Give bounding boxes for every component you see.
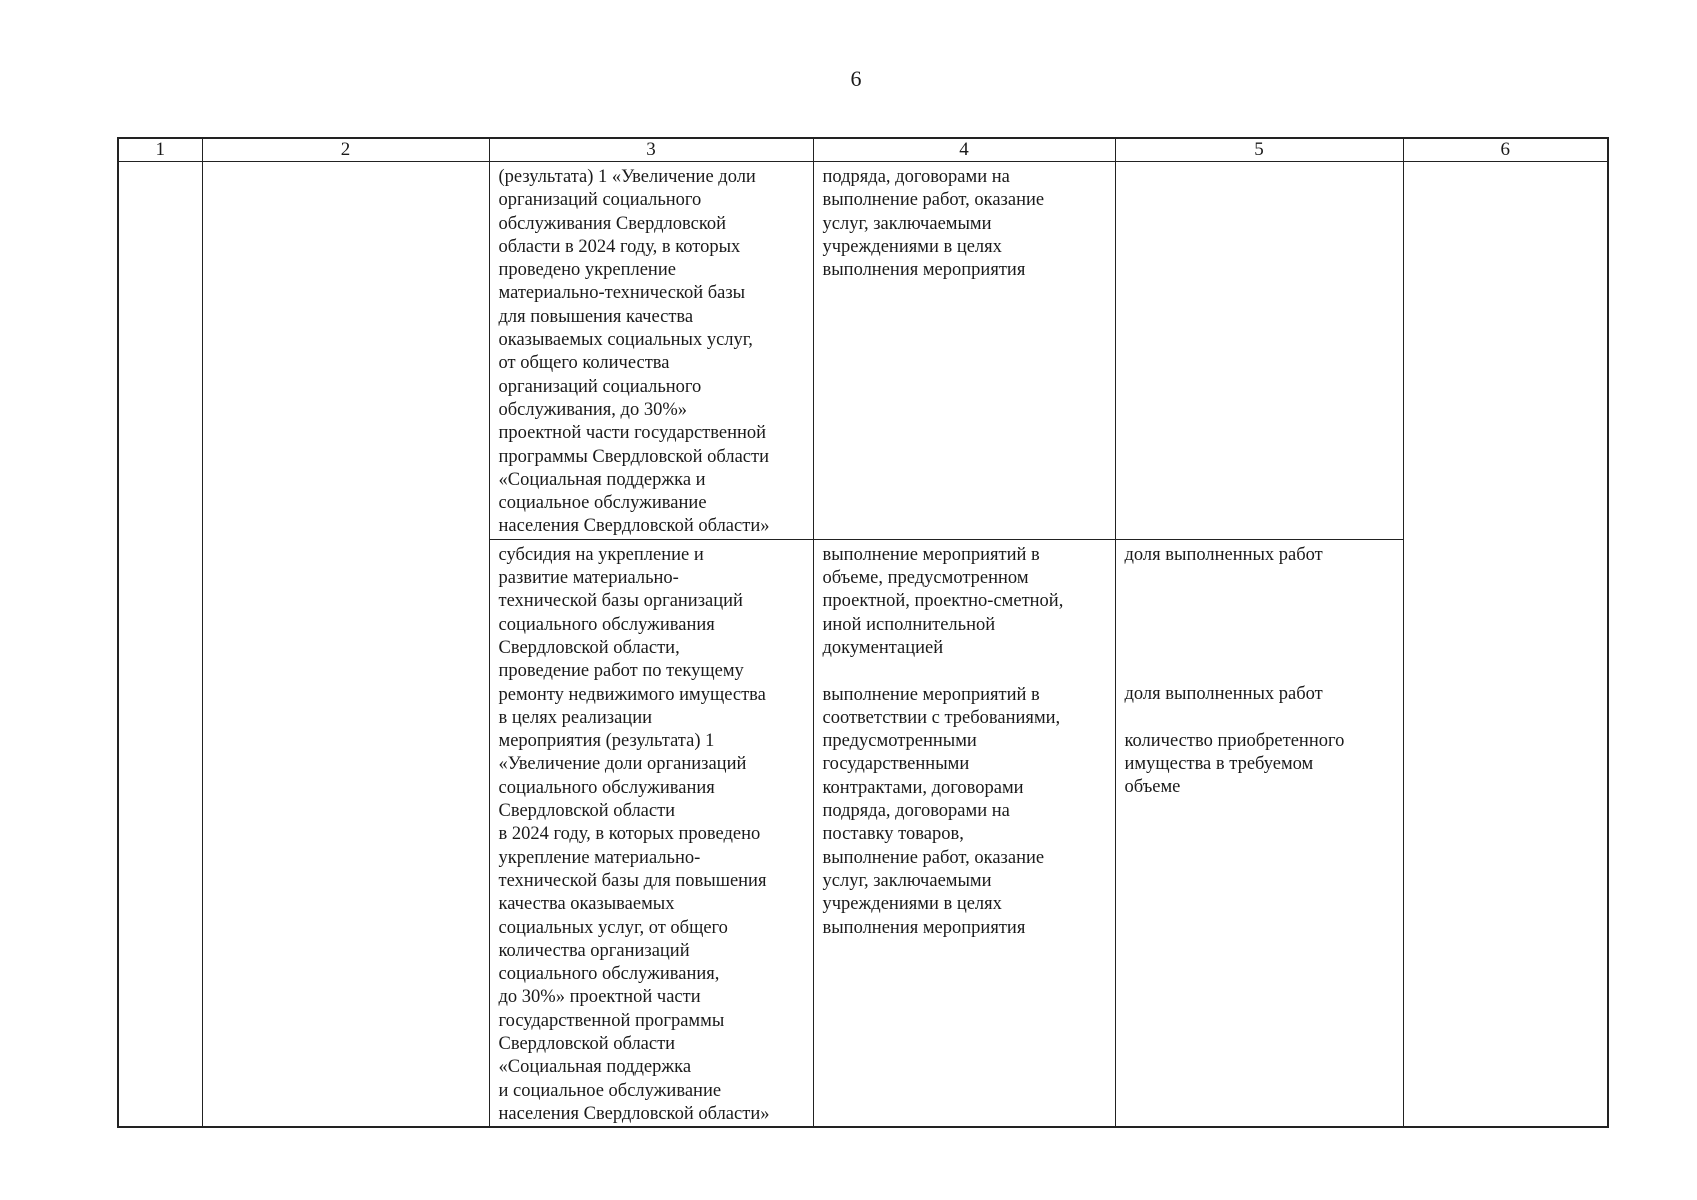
indicators-table [117,137,1609,1128]
cell-col6 [1403,162,1608,1128]
row2-col4-text-a: выполнение мероприятий в объеме, предусмотренном проектной, проектно-сметной, иной исполнительной документацией [822,544,1064,658]
cell-row2-col4 [813,539,1115,1127]
page-number: 6 [850,66,862,91]
row2-col4-text-b: выполнение мероприятий в соответствии с требованиями, предусмотренными государственными контрактами, договорами подряда, договорами на поставку товаров, выполнение работ, оказание услуг, заключаемыми учреждениями в целях выполнения мероприятия [822,684,1061,938]
row1-col3-text: (результата) 1 «Увеличение доли организаций социального обслуживания Свердловской области в 2024 году, в которых проведено укрепление материально-технической базы для повышения качества оказываемых социальных услуг, от общего количества организаций социального обслуживания, до 30%» проектной части государственной программы Свердловской области «Социальная поддержка и социальное обслуживание населения Свердловской области» [498,167,770,537]
row2-col3-text: субсидия на укрепление и развитие материально- технической базы организаций социального обслуживания Свердловской области, проведение работ по текущему ремонту недвижимого имущества в целях реализации мероприятия (результата) 1 «Увеличение доли организаций социального обслуживания Свердловской области в 2024 году, в которых проведено укрепление материально- технической базы для повышения качества оказываемых социальных услуг, от общего количества организаций социального обслуживания, до 30%» проектной части государственной программы Свердловской области «Социальная поддержка и социальное обслуживание населения Свердловской области» [498,544,770,1124]
cell-row1-col5 [1115,162,1403,540]
column-header-1: 1 [118,138,202,162]
row2-col5-text-b: доля выполненных работ [1124,684,1323,705]
column-header-4: 4 [813,138,1115,162]
row1-col4-text: подряда, договорами на выполнение работ, оказание услуг, заключаемыми учреждениями в целях выполнения мероприятия [822,167,1045,281]
table-header [118,138,1608,162]
cell-row2-col5 [1115,539,1403,1127]
column-header-2: 2 [202,138,489,162]
table-body [118,162,1608,1128]
row2-col5-text-c: количество приобретенного имущества в требуемом объеме [1124,730,1345,798]
cell-row1-col4 [813,162,1115,540]
cell-col2 [202,162,489,1128]
column-header-5: 5 [1115,138,1403,162]
column-header-3: 3 [489,138,813,162]
cell-col1 [118,162,202,1128]
header-row [118,138,1608,162]
cell-row1-col3 [489,162,813,540]
row2-col5-text-a: доля выполненных работ [1124,544,1323,565]
column-header-6: 6 [1403,138,1608,162]
cell-row2-col3 [489,539,813,1127]
table-row [118,162,1608,540]
